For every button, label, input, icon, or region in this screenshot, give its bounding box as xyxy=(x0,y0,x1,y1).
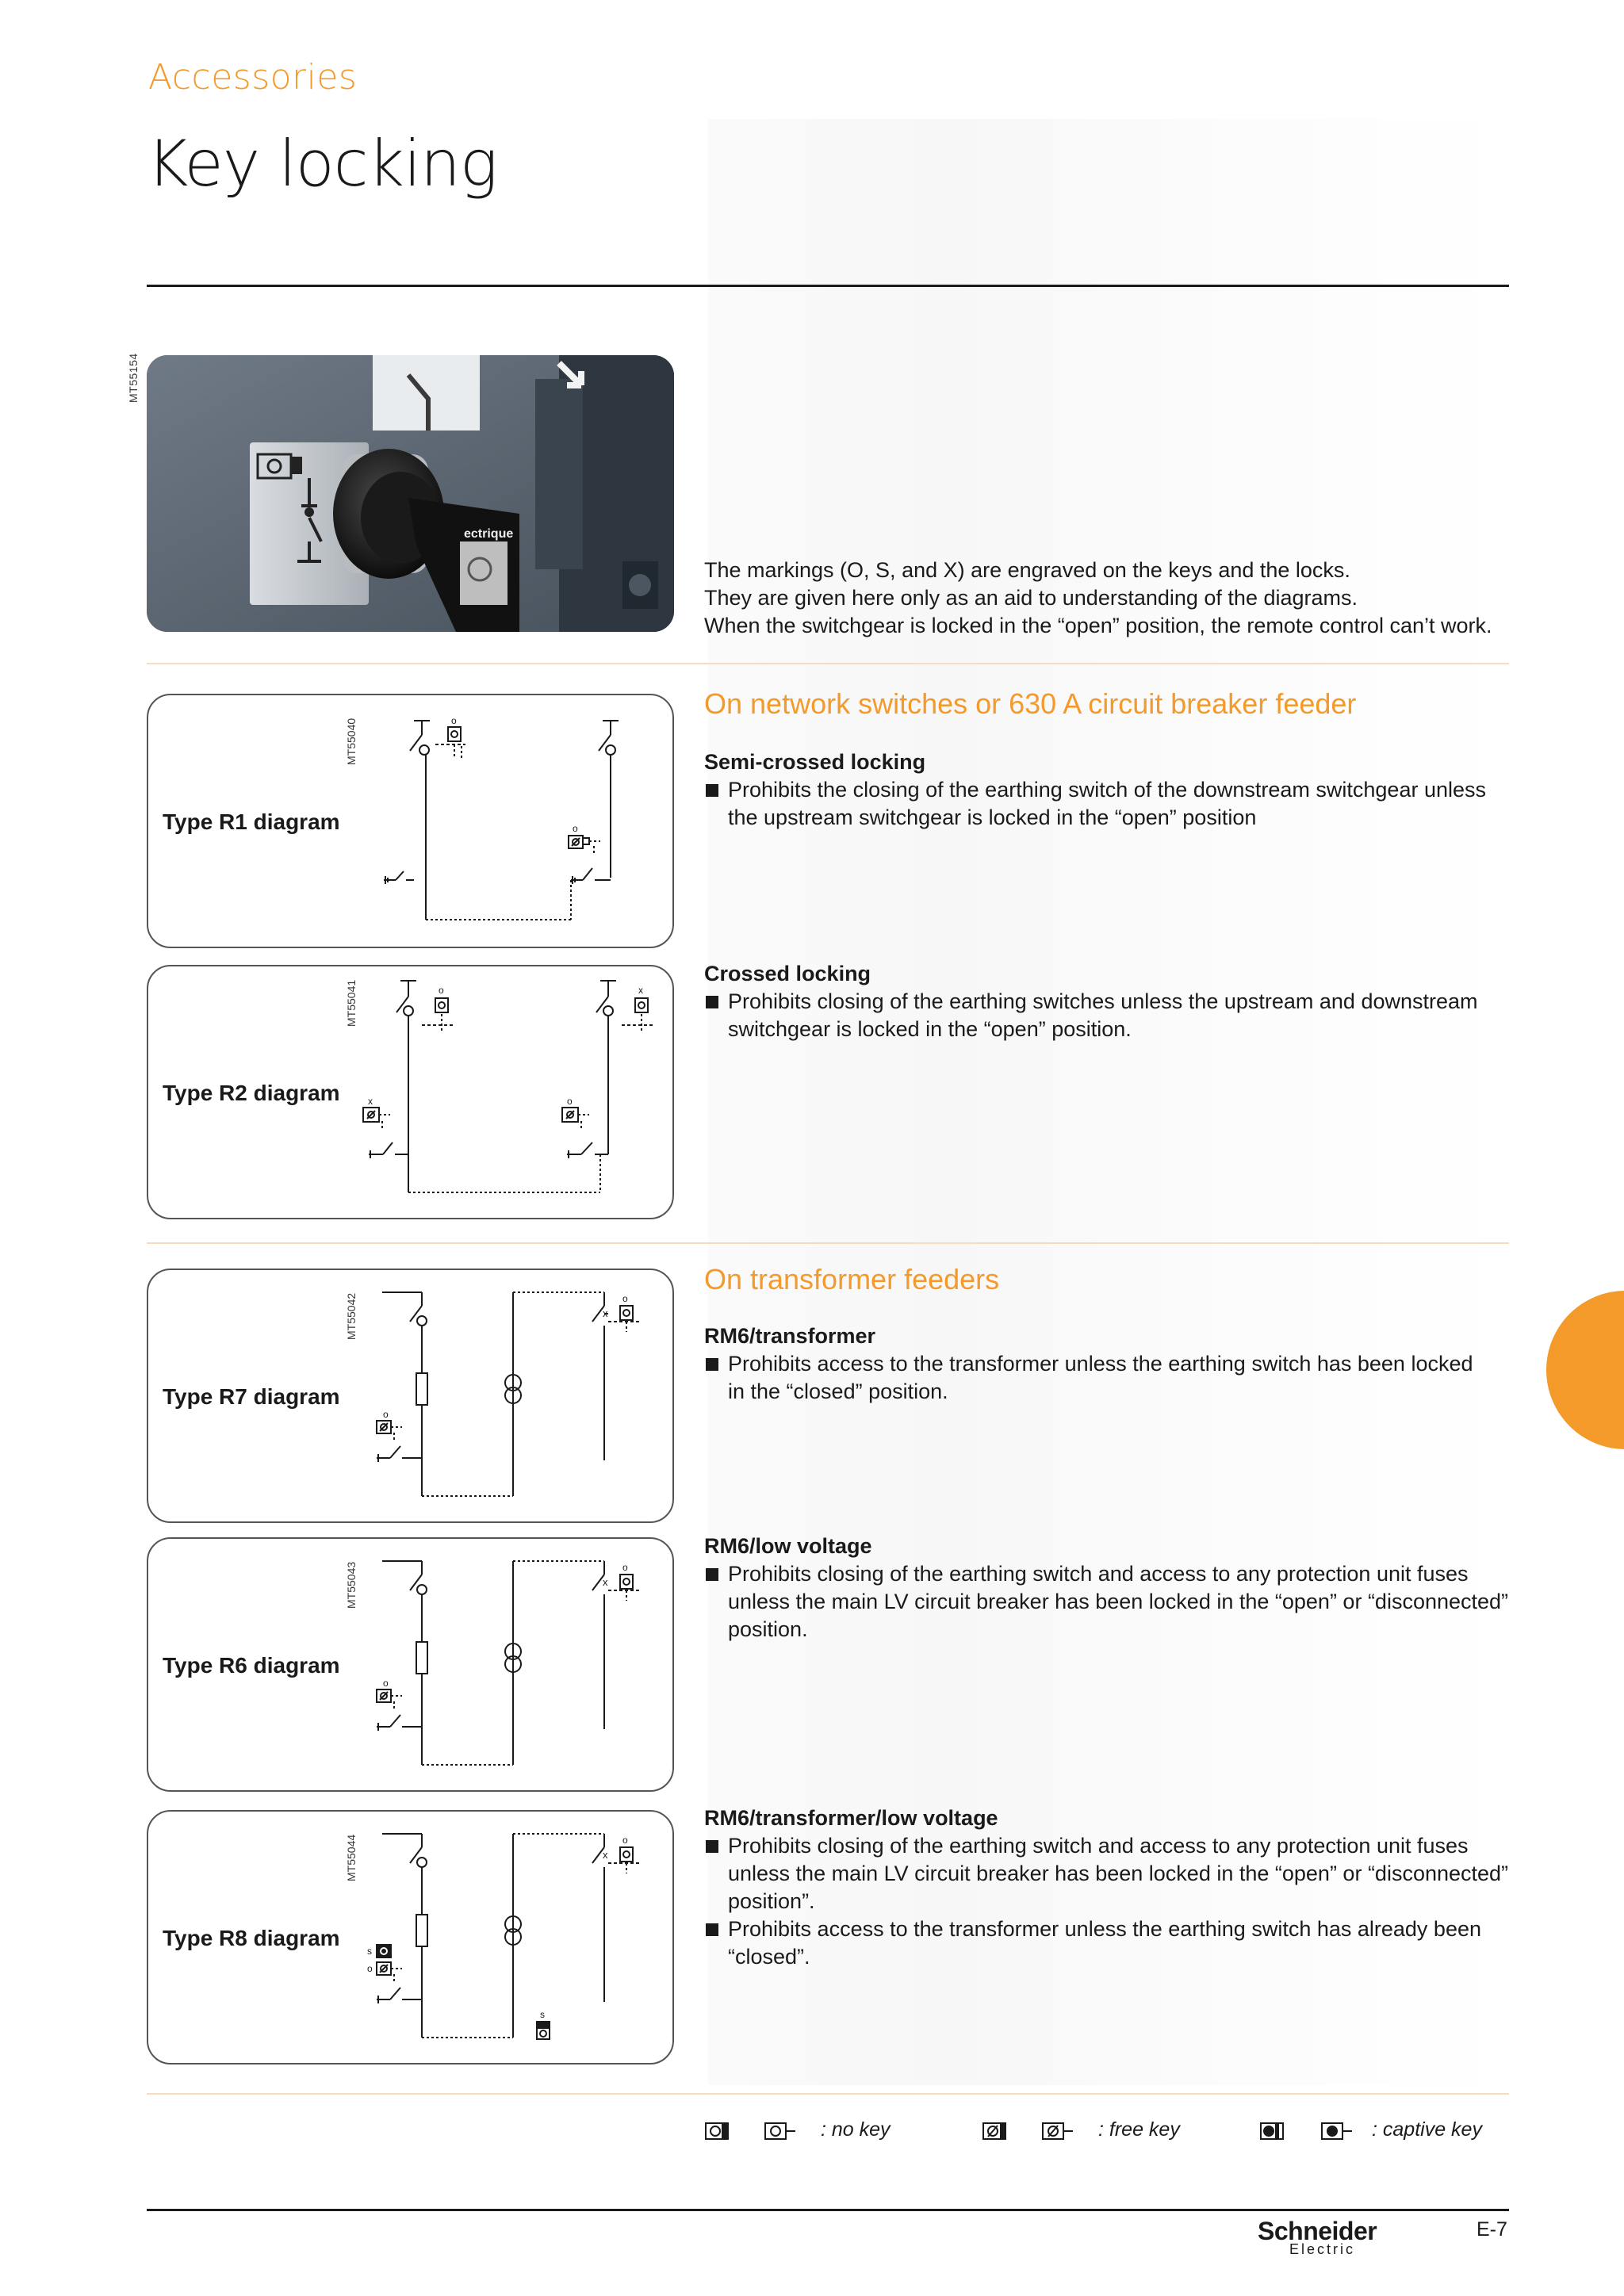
bullet-item: Prohibits access to the transformer unless the earthing switch has already been “closed”. xyxy=(704,1915,1513,1971)
photo-brand-text: ectrique xyxy=(464,527,514,541)
legend-no-key: : no key xyxy=(821,2118,891,2141)
diagram-r2 xyxy=(147,965,674,1219)
lock-mark: s xyxy=(367,1946,372,1957)
diagram-code: MT55042 xyxy=(345,1292,358,1340)
lock-mark: o xyxy=(383,1678,389,1689)
lock-mark: x xyxy=(603,1307,608,1319)
lock-mark: o xyxy=(567,1096,573,1107)
lock-mark: o xyxy=(367,1963,373,1974)
lock-mark: o xyxy=(622,1562,628,1573)
lock-mark: x xyxy=(603,1576,608,1588)
crossed-title: Crossed locking xyxy=(704,962,871,985)
rm6-transformer-lv-block xyxy=(704,1804,1513,1971)
semi-crossed-title: Semi-crossed locking xyxy=(704,750,926,774)
legend-captive-key: : captive key xyxy=(1372,2118,1482,2141)
lock-mark: o xyxy=(622,1835,628,1846)
bullet-item: Prohibits closing of the earthing switch and access to any protection unit fuses unless the main LV circuit breaker has been locked in the “open” or “disconnected” position”. xyxy=(704,1832,1513,1915)
page-number: E-7 xyxy=(1477,2218,1507,2241)
bullet-item: Prohibits the closing of the earthing switch of the downstream switchgear unless the upstream switchgear is locked in the “open” position xyxy=(704,776,1513,832)
lock-mark: x xyxy=(368,1096,373,1107)
lock-mark: s xyxy=(540,2009,545,2020)
r7-schematic xyxy=(148,1270,672,1521)
intro-text xyxy=(704,557,1513,640)
diagram-r1 xyxy=(147,694,674,948)
brand-name: Schneider xyxy=(1258,2217,1377,2245)
intro-line: The markings (O, S, and X) are engraved on the keys and the locks. xyxy=(704,558,1350,582)
diagram-label: Type R1 diagram xyxy=(163,809,340,834)
network-heading: On network switches or 630 A circuit breaker feeder xyxy=(704,687,1357,720)
block-title: RM6/low voltage xyxy=(704,1534,872,1558)
lock-mark: o xyxy=(622,1293,628,1304)
semi-crossed-block xyxy=(704,748,1513,832)
diagram-code: MT55041 xyxy=(345,979,358,1027)
page-title: Key locking xyxy=(147,127,497,201)
rm6-transformer-block xyxy=(704,1322,1513,1406)
r6-schematic xyxy=(148,1539,672,1790)
brand-sub: Electric xyxy=(1289,2241,1356,2257)
legend-free-key: : free key xyxy=(1098,2118,1180,2141)
brand-logo xyxy=(1258,2217,1377,2258)
diagram-code: MT55040 xyxy=(345,718,358,765)
key-lock-photo xyxy=(147,355,674,632)
diagram-r7 xyxy=(147,1269,674,1523)
diagram-r8 xyxy=(147,1810,674,2064)
diagram-label: Type R8 diagram xyxy=(163,1926,340,1950)
key-legend xyxy=(702,2115,1511,2147)
diagram-label: Type R2 diagram xyxy=(163,1081,340,1105)
diagram-r6 xyxy=(147,1537,674,1792)
bullet-item: Prohibits access to the transformer unless the earthing switch has been locked in the “closed” position. xyxy=(704,1350,1513,1406)
diagram-label: Type R6 diagram xyxy=(163,1653,340,1678)
chapter-tab xyxy=(1546,1291,1624,1449)
lock-mark: o xyxy=(451,715,457,726)
block-title: RM6/transformer/low voltage xyxy=(704,1806,998,1830)
intro-line: They are given here only as an aid to understanding of the diagrams. xyxy=(704,586,1358,610)
legend-divider xyxy=(147,2093,1509,2095)
r1-schematic xyxy=(148,695,672,947)
photo-code: MT55154 xyxy=(127,353,140,403)
section-divider xyxy=(147,663,1509,664)
section-divider xyxy=(147,1242,1509,1244)
intro-line: When the switchgear is locked in the “open” position, the remote control can’t work. xyxy=(704,614,1492,637)
header-rule xyxy=(147,285,1509,287)
content-background xyxy=(708,119,1509,2085)
diagram-label: Type R7 diagram xyxy=(163,1384,340,1409)
crossed-block xyxy=(704,960,1513,1043)
lock-mark: o xyxy=(383,1409,389,1420)
rm6-low-voltage-block xyxy=(704,1533,1513,1644)
diagram-code: MT55043 xyxy=(345,1561,358,1609)
r2-schematic xyxy=(148,966,672,1218)
lock-mark: o xyxy=(439,985,444,996)
r8-schematic xyxy=(148,1812,672,2063)
key-lock-illustration xyxy=(147,355,674,632)
lock-mark: x xyxy=(638,985,643,996)
footer-rule xyxy=(147,2209,1509,2211)
block-title: RM6/transformer xyxy=(704,1324,876,1348)
section-label: Accessories xyxy=(148,57,358,98)
transformer-heading: On transformer feeders xyxy=(704,1263,1000,1295)
bullet-item: Prohibits closing of the earthing switches unless the upstream and downstream switchgear is locked in the “open” position. xyxy=(704,988,1513,1043)
lock-mark: o xyxy=(573,823,578,834)
lock-mark: x xyxy=(603,1849,608,1861)
diagram-code: MT55044 xyxy=(345,1834,358,1881)
bullet-item: Prohibits closing of the earthing switch and access to any protection unit fuses unless the main LV circuit breaker has been locked in the “open” or “disconnected” position. xyxy=(704,1560,1513,1644)
